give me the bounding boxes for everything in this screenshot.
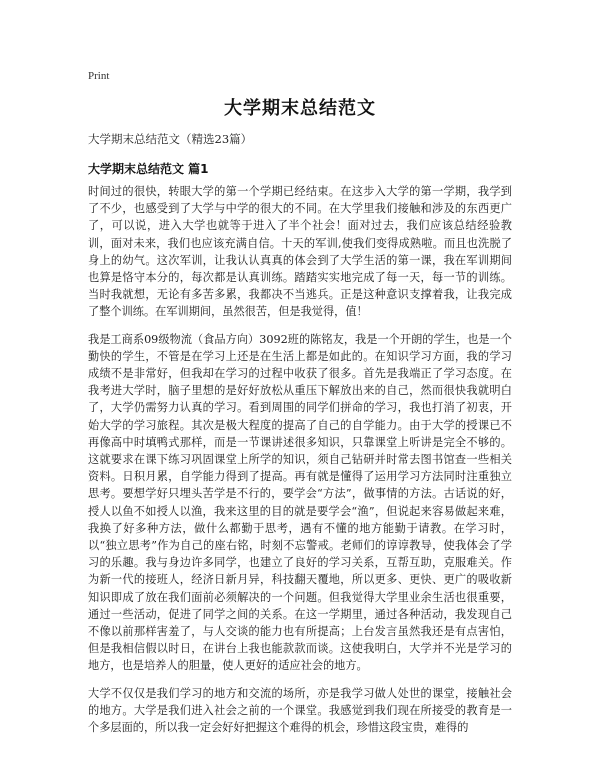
paragraph-3: 大学不仅仅是我们学习的地方和交流的场所，亦是我学习做人处世的课堂，接触社会的地方。大学是我们进入社会之前的一个课堂。我感觉到我们现在所接受的教育是一个多层面的，所以我一定会好好把握这个难得的机会，珍惜这段宝贵，难得的 [88, 686, 512, 735]
print-label[interactable]: Print [88, 70, 110, 82]
document-title: 大学期末总结范文 [224, 98, 376, 119]
section-heading: 大学期末总结范文 篇1 [88, 162, 209, 176]
paragraph-1: 时间过的很快，转眼大学的第一个学期已经结束。在这步入大学的第一学期，我学到了不少，也感受到了大学与中学的很大的不同。在大学里我们接触和涉及的东西更广了，可以说，进入大学也就等于进入了半个社会！面对过去，我们应该总结经验教训，面对未来，我们也应该充满自信。十天的军训,使我们变得成熟啦。而且也洗脱了身上的幼气。这次军训，让我认认真真的体会到了大学生活的第一课，我在军训期间也算是恪守本分的，每次都是认真训练。踏踏实实地完成了每一天，每一节的训练。当时我就想，无论有多苦多累，我都决不当逃兵。正是这种意识支撑着我，让我完成了整个训练。在军训期间，虽然很苦，但是我觉得，值！ [88, 185, 512, 319]
body-text [88, 183, 512, 746]
document-subtitle: 大学期末总结范文（精选23篇） [88, 132, 253, 146]
paragraph-2: 我是工商系09级物流（食品方向）3092班的陈铭友，我是一个开朗的学生，也是一个勤快的学生，不管是在学习上还是在生活上都是如此的。在知识学习方面，我的学习成绩不是非常好，但我却在学习的过程中收获了很多。首先是我端正了学习态度。在我考进大学时，脑子里想的是好好放松从重压下解放出来的自己，然而很快我就明白了，大学仍需努力认真的学习。看到周围的同学们拼命的学习，我也打消了初衷，开始大学的学习旅程。其次是极大程度的提高了自己的自学能力。由于大学的授课已不再像高中时填鸭式那样，而是一节课讲述很多知识，只靠课堂上听讲是完全不够的。这就要求在课下练习巩固课堂上所学的知识，须自己钻研并时常去图书馆查一些相关资料。日积月累，自学能力得到了提高。再有就是懂得了运用学习方法同时注重独立思考。要想学好只埋头苦学是不行的，要学会“方法”，做事情的方法。古话说的好，授人以鱼不如授人以渔，我来这里的目的就是要学会“渔”，但说起来容易做起来难，我换了好多种方法，做什么都勤于思考，遇有不懂的地方能勤于请教。在学习时，以“独立思考”作为自己的座右铭，时刻不忘警戒。老师们的谆谆教导，使我体会了学习的乐趣。我与身边许多同学，也建立了良好的学习关系，互帮互助，克服难关。作为新一代的接班人，经济日新月异，科技翻天覆地，所以更多、更快、更广的吸收新知识即成了放在我们面前必须解决的一个问题。但我觉得大学里业余生活也很重要，通过一些活动，促进了同学之间的关系。在这一学期里，通过各种活动，我发现自己不像以前那样害羞了，与人交谈的能力也有所提高；上台发言虽然我还是有点害怕，但是我相信假以时日，在讲台上我也能款款而谈。这使我明白，大学并不光是学习的地方，也是培养人的胆量，使人更好的适应社会的地方。 [88, 332, 512, 673]
